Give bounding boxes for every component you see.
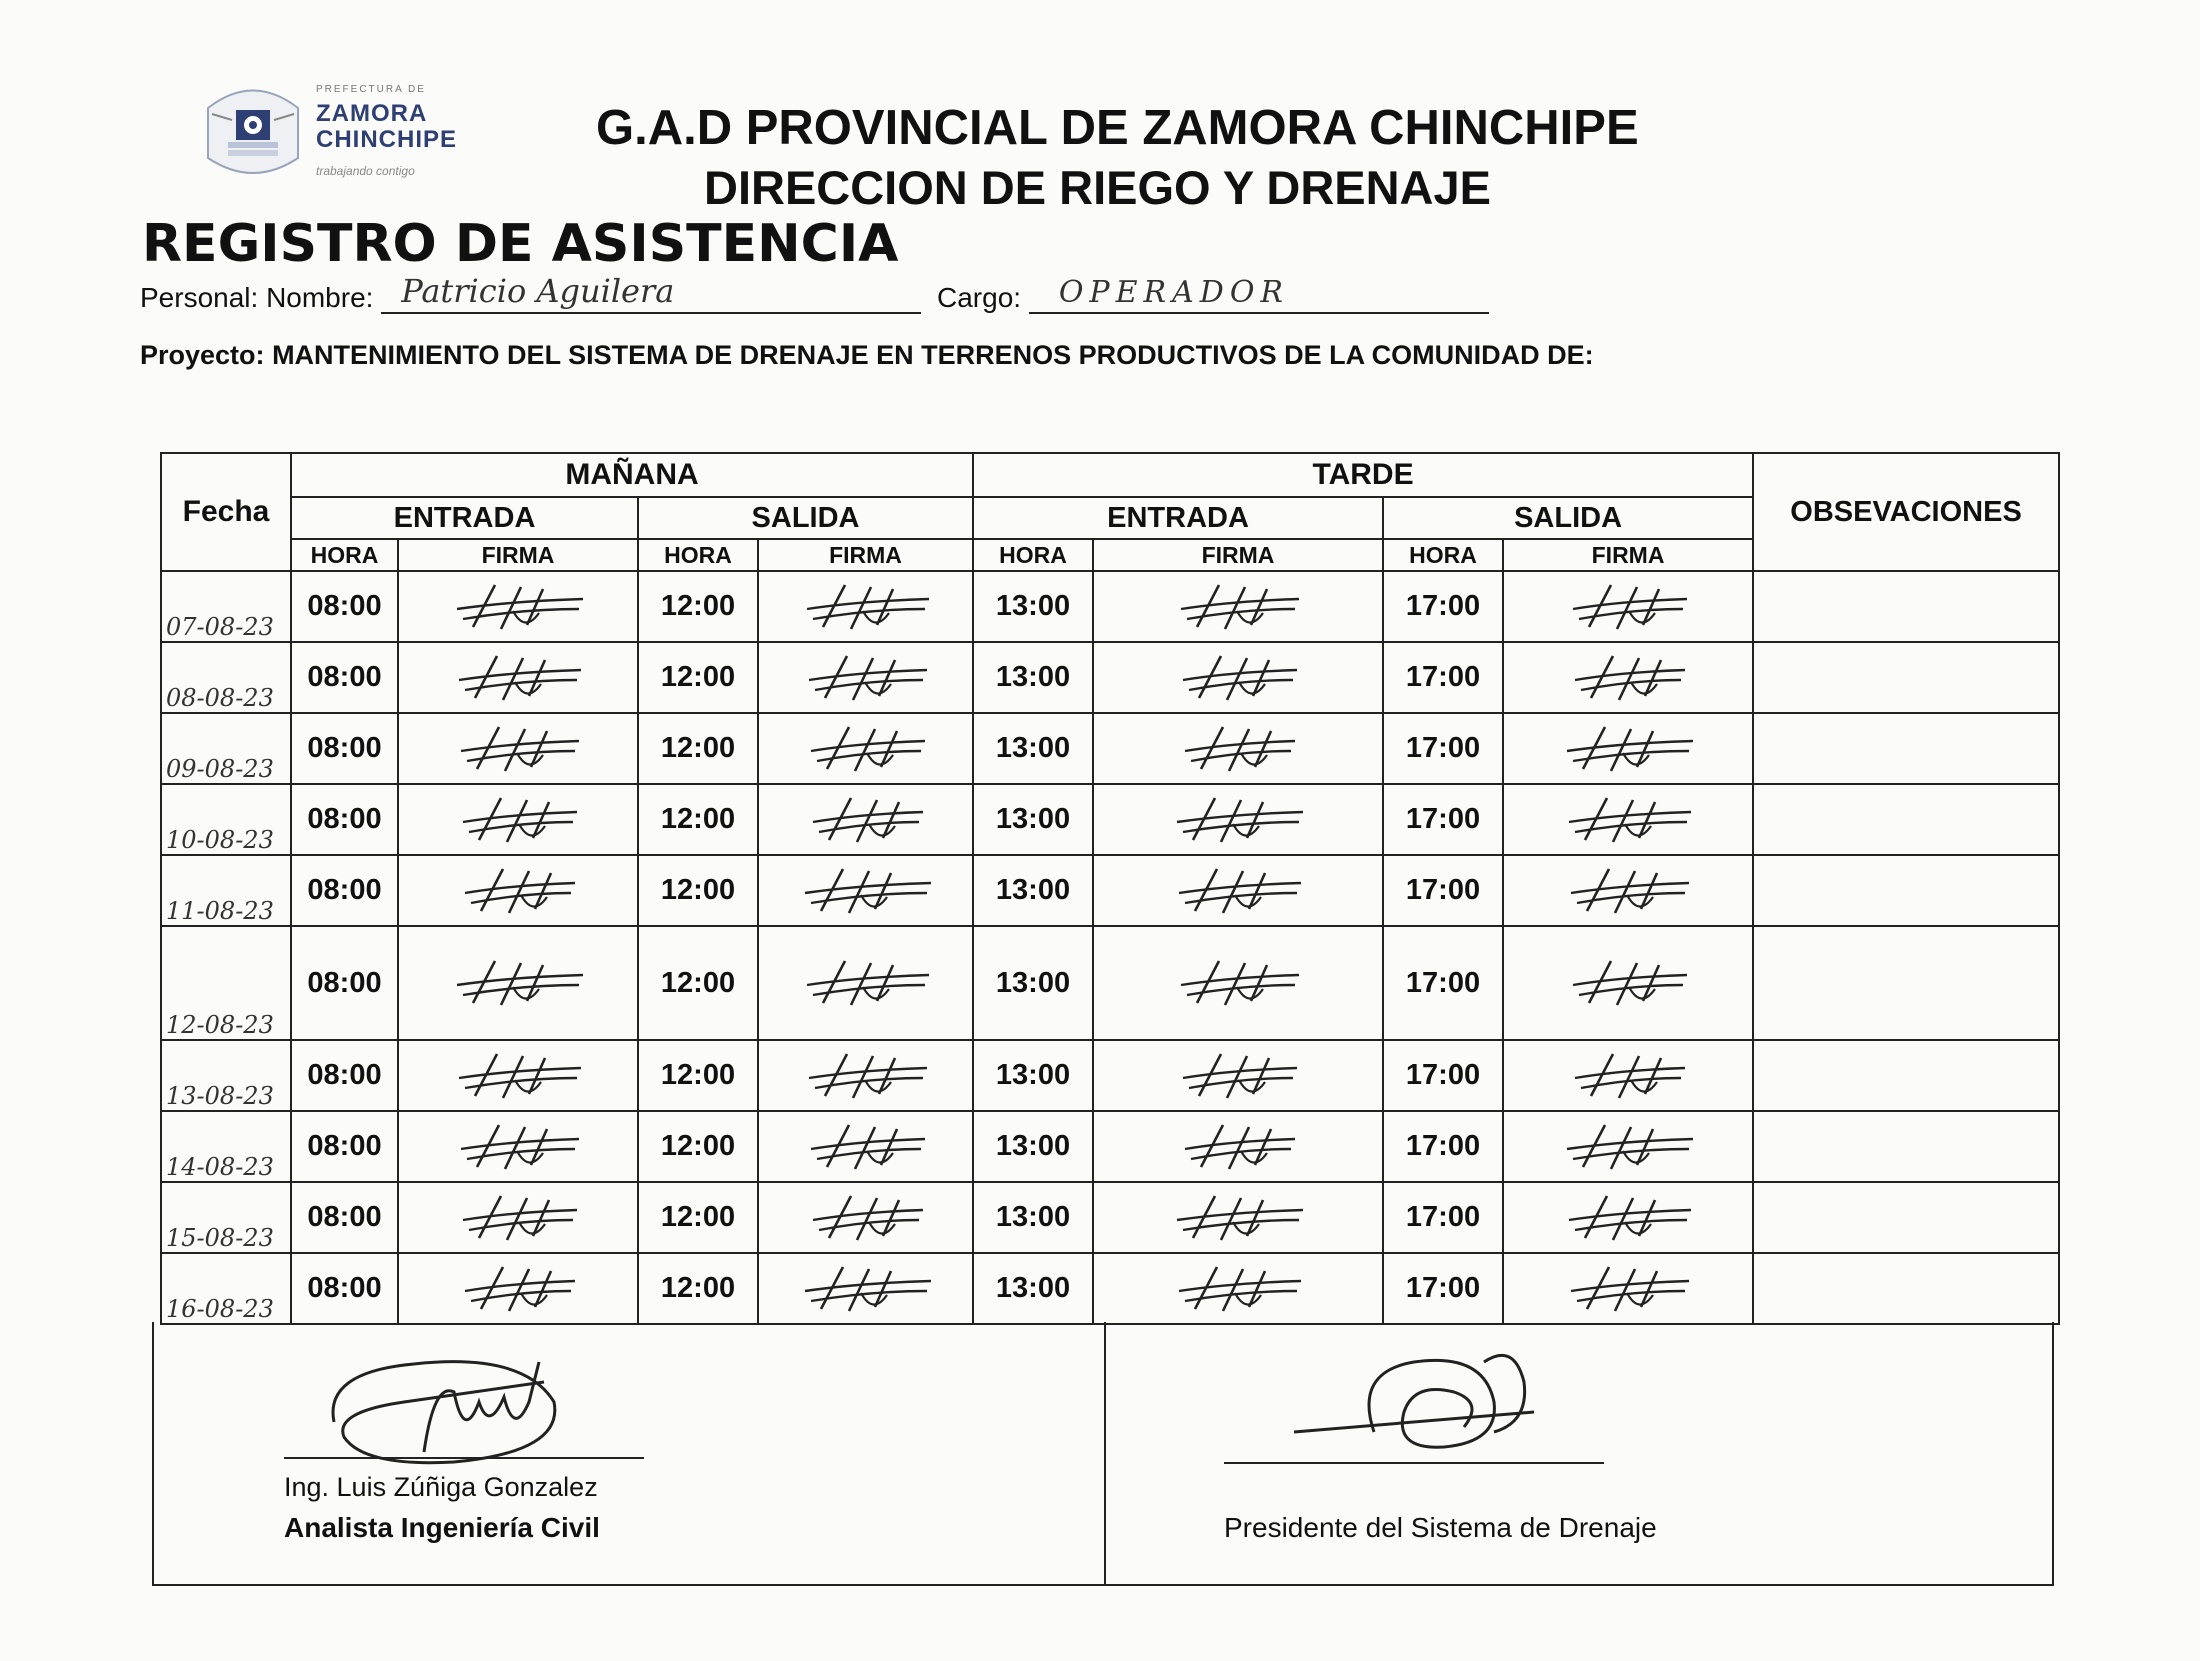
- proyecto-text: MANTENIMIENTO DEL SISTEMA DE DRENAJE EN TERRENOS PRODUCTIVOS DE LA COMUNIDAD DE:: [272, 340, 1594, 370]
- manana-entrada-firma[interactable]: [398, 571, 638, 642]
- signature-icon: [1553, 1119, 1703, 1175]
- tarde-entrada-firma[interactable]: [1093, 1182, 1383, 1253]
- manana-entrada-hora[interactable]: 08:00: [291, 1040, 398, 1111]
- signature-icon: [791, 792, 941, 848]
- manana-entrada-firma[interactable]: [398, 1040, 638, 1111]
- header-firma: FIRMA: [1503, 539, 1753, 571]
- manana-salida-hora[interactable]: 12:00: [638, 784, 758, 855]
- tarde-salida-hora[interactable]: 17:00: [1383, 642, 1503, 713]
- signature-icon: [443, 1190, 593, 1246]
- header-firma: FIRMA: [398, 539, 638, 571]
- tarde-salida-firma[interactable]: [1503, 926, 1753, 1040]
- signature-icon: [1553, 1048, 1703, 1104]
- signature-icon: [1553, 579, 1703, 635]
- table-row: [161, 855, 2059, 926]
- president-role: Presidente del Sistema de Drenaje: [1224, 1512, 1657, 1543]
- signature-icon: [791, 650, 941, 706]
- table-row: [161, 1040, 2059, 1111]
- table-row: [161, 784, 2059, 855]
- signature-icon: [443, 1119, 593, 1175]
- logo: [198, 78, 498, 188]
- signature-icon: [1163, 955, 1313, 1011]
- attendance-table: [160, 452, 2058, 1322]
- manana-entrada-firma[interactable]: [398, 926, 638, 1040]
- header-manana: MAÑANA: [291, 453, 973, 497]
- header-manana-entrada: ENTRADA: [291, 497, 638, 539]
- manana-salida-hora[interactable]: 12:00: [638, 571, 758, 642]
- name-value: Patricio Aguilera: [401, 272, 675, 310]
- prefecture-logo-icon: [198, 78, 308, 188]
- manana-entrada-firma[interactable]: [398, 784, 638, 855]
- header-hora: HORA: [291, 539, 398, 571]
- cargo-label: Cargo:: [937, 282, 1022, 313]
- manana-salida-hora[interactable]: 12:00: [638, 642, 758, 713]
- manana-salida-firma[interactable]: [758, 1040, 973, 1111]
- manana-entrada-hora[interactable]: 08:00: [291, 1111, 398, 1182]
- signature-divider: [1104, 1322, 1106, 1584]
- signature-icon: [443, 792, 593, 848]
- header-observaciones: OBSEVACIONES: [1753, 453, 2059, 571]
- signature-icon: [1553, 792, 1703, 848]
- manana-entrada-firma[interactable]: [398, 1182, 638, 1253]
- observaciones-cell[interactable]: [1753, 1253, 2059, 1324]
- signature-icon: [1553, 650, 1703, 706]
- fecha-cell[interactable]: 12-08-23: [161, 926, 291, 1040]
- logo-line2: CHINCHIPE: [316, 126, 458, 153]
- observaciones-cell[interactable]: [1753, 713, 2059, 784]
- signature-icon: [1163, 1119, 1313, 1175]
- fecha-cell[interactable]: 10-08-23: [161, 784, 291, 855]
- signature-icon: [1553, 863, 1703, 919]
- manana-salida-hora[interactable]: 12:00: [638, 855, 758, 926]
- table-row: [161, 926, 2059, 1040]
- header-hora: HORA: [1383, 539, 1503, 571]
- tarde-salida-firma[interactable]: [1503, 784, 1753, 855]
- analyst-signature-icon: [304, 1342, 604, 1482]
- tarde-entrada-hora[interactable]: 13:00: [973, 1253, 1093, 1324]
- fecha-cell[interactable]: 13-08-23: [161, 1040, 291, 1111]
- manana-salida-hora[interactable]: 12:00: [638, 1040, 758, 1111]
- tarde-entrada-hora[interactable]: 13:00: [973, 642, 1093, 713]
- fecha-cell[interactable]: 16-08-23: [161, 1253, 291, 1324]
- president-signature-line: [1224, 1462, 1604, 1464]
- observaciones-cell[interactable]: [1753, 1040, 2059, 1111]
- manana-salida-firma[interactable]: [758, 571, 973, 642]
- fecha-cell[interactable]: 14-08-23: [161, 1111, 291, 1182]
- manana-salida-hora[interactable]: 12:00: [638, 1253, 758, 1324]
- name-field[interactable]: [381, 272, 921, 314]
- signature-icon: [443, 1048, 593, 1104]
- manana-entrada-hora[interactable]: 08:00: [291, 1182, 398, 1253]
- tarde-entrada-firma[interactable]: [1093, 713, 1383, 784]
- signature-icon: [1163, 721, 1313, 777]
- tarde-salida-firma[interactable]: [1503, 1182, 1753, 1253]
- tarde-salida-hora[interactable]: 17:00: [1383, 784, 1503, 855]
- signature-icon: [1163, 1048, 1313, 1104]
- signature-icon: [1163, 1261, 1313, 1317]
- signature-icon: [791, 1261, 941, 1317]
- signature-icon: [1163, 650, 1313, 706]
- signature-icon: [1163, 792, 1313, 848]
- tarde-entrada-firma[interactable]: [1093, 1253, 1383, 1324]
- tarde-salida-hora[interactable]: 17:00: [1383, 1182, 1503, 1253]
- table-row: [161, 642, 2059, 713]
- signature-icon: [791, 863, 941, 919]
- cargo-value: OPERADOR: [1058, 275, 1289, 310]
- manana-entrada-hora[interactable]: 08:00: [291, 642, 398, 713]
- signature-icon: [1163, 1190, 1313, 1246]
- tarde-salida-hora[interactable]: 17:00: [1383, 1253, 1503, 1324]
- manana-entrada-firma[interactable]: [398, 713, 638, 784]
- tarde-entrada-hora[interactable]: 13:00: [973, 1040, 1093, 1111]
- header-manana-salida: SALIDA: [638, 497, 973, 539]
- signature-icon: [791, 1119, 941, 1175]
- tarde-entrada-firma[interactable]: [1093, 1040, 1383, 1111]
- form-title: REGISTRO DE ASISTENCIA: [142, 214, 899, 274]
- manana-salida-hora[interactable]: 12:00: [638, 1182, 758, 1253]
- tarde-entrada-hora[interactable]: 13:00: [973, 713, 1093, 784]
- manana-entrada-firma[interactable]: [398, 1253, 638, 1324]
- header-firma: FIRMA: [1093, 539, 1383, 571]
- tarde-salida-hora[interactable]: 17:00: [1383, 1111, 1503, 1182]
- institution-title: G.A.D PROVINCIAL DE ZAMORA CHINCHIPE: [596, 101, 1639, 155]
- manana-entrada-hora[interactable]: 08:00: [291, 855, 398, 926]
- tarde-salida-firma[interactable]: [1503, 1111, 1753, 1182]
- signature-icon: [1553, 721, 1703, 777]
- tarde-salida-firma[interactable]: [1503, 1040, 1753, 1111]
- tarde-salida-hora[interactable]: 17:00: [1383, 855, 1503, 926]
- manana-entrada-hora[interactable]: 08:00: [291, 784, 398, 855]
- tarde-salida-hora[interactable]: 17:00: [1383, 926, 1503, 1040]
- tarde-salida-hora[interactable]: 17:00: [1383, 571, 1503, 642]
- header-tarde-salida: SALIDA: [1383, 497, 1753, 539]
- table-row: [161, 1182, 2059, 1253]
- manana-salida-hora[interactable]: 12:00: [638, 713, 758, 784]
- proyecto-line: [140, 340, 1594, 371]
- header-hora: HORA: [638, 539, 758, 571]
- fecha-cell[interactable]: 11-08-23: [161, 855, 291, 926]
- signature-icon: [443, 579, 593, 635]
- table-row: [161, 713, 2059, 784]
- manana-entrada-hora[interactable]: 08:00: [291, 571, 398, 642]
- logo-line1: ZAMORA: [316, 100, 428, 127]
- tarde-entrada-hora[interactable]: 13:00: [973, 1182, 1093, 1253]
- signature-icon: [791, 721, 941, 777]
- header-firma: FIRMA: [758, 539, 973, 571]
- manana-salida-firma[interactable]: [758, 1182, 973, 1253]
- header-tarde: TARDE: [973, 453, 1753, 497]
- department-title: DIRECCION DE RIEGO Y DRENAJE: [704, 161, 1491, 214]
- manana-salida-firma[interactable]: [758, 642, 973, 713]
- tarde-salida-firma[interactable]: [1503, 713, 1753, 784]
- observaciones-cell[interactable]: [1753, 642, 2059, 713]
- analyst-role: Analista Ingeniería Civil: [284, 1512, 600, 1543]
- manana-salida-firma[interactable]: [758, 1111, 973, 1182]
- observaciones-cell[interactable]: [1753, 1111, 2059, 1182]
- tarde-entrada-hora[interactable]: 13:00: [973, 571, 1093, 642]
- manana-salida-firma[interactable]: [758, 855, 973, 926]
- signature-icon: [1163, 863, 1313, 919]
- tarde-salida-firma[interactable]: [1503, 642, 1753, 713]
- manana-entrada-firma[interactable]: [398, 855, 638, 926]
- signature-box: [152, 1322, 2054, 1586]
- signature-icon: [791, 1048, 941, 1104]
- observaciones-cell[interactable]: [1753, 1182, 2059, 1253]
- signature-icon: [791, 579, 941, 635]
- header-tarde-entrada: ENTRADA: [973, 497, 1383, 539]
- tarde-entrada-firma[interactable]: [1093, 926, 1383, 1040]
- tarde-entrada-firma[interactable]: [1093, 571, 1383, 642]
- tarde-entrada-firma[interactable]: [1093, 1111, 1383, 1182]
- signature-icon: [1553, 955, 1703, 1011]
- manana-salida-firma[interactable]: [758, 1253, 973, 1324]
- analyst-name: Ing. Luis Zúñiga Gonzalez: [284, 1472, 598, 1502]
- fecha-cell[interactable]: 07-08-23: [161, 571, 291, 642]
- observaciones-cell[interactable]: [1753, 571, 2059, 642]
- table-row: [161, 571, 2059, 642]
- fecha-cell[interactable]: 09-08-23: [161, 713, 291, 784]
- manana-salida-firma[interactable]: [758, 713, 973, 784]
- tarde-entrada-hora[interactable]: 13:00: [973, 784, 1093, 855]
- tarde-salida-firma[interactable]: [1503, 855, 1753, 926]
- logo-prefix: PREFECTURA DE: [316, 84, 426, 95]
- manana-entrada-hora[interactable]: 08:00: [291, 926, 398, 1040]
- tarde-entrada-firma[interactable]: [1093, 784, 1383, 855]
- manana-salida-hora[interactable]: 12:00: [638, 926, 758, 1040]
- observaciones-cell[interactable]: [1753, 784, 2059, 855]
- fecha-cell[interactable]: 08-08-23: [161, 642, 291, 713]
- tarde-entrada-hora[interactable]: 13:00: [973, 926, 1093, 1040]
- tarde-entrada-firma[interactable]: [1093, 642, 1383, 713]
- president-signature-icon: [1254, 1332, 1594, 1472]
- tarde-salida-hora[interactable]: 17:00: [1383, 1040, 1503, 1111]
- tarde-entrada-hora[interactable]: 13:00: [973, 1111, 1093, 1182]
- name-label: Personal: Nombre:: [140, 282, 374, 313]
- signature-icon: [443, 721, 593, 777]
- proyecto-label: Proyecto:: [140, 340, 265, 370]
- header-hora: HORA: [973, 539, 1093, 571]
- analyst-signature-line: [284, 1457, 644, 1459]
- observaciones-cell[interactable]: [1753, 855, 2059, 926]
- tarde-entrada-hora[interactable]: 13:00: [973, 855, 1093, 926]
- table-row: [161, 1111, 2059, 1182]
- signature-icon: [1553, 1261, 1703, 1317]
- tarde-salida-hora[interactable]: 17:00: [1383, 713, 1503, 784]
- signature-icon: [1553, 1190, 1703, 1246]
- personal-line: [140, 272, 1489, 314]
- manana-salida-firma[interactable]: [758, 784, 973, 855]
- manana-salida-hora[interactable]: 12:00: [638, 1111, 758, 1182]
- table-row: [161, 1253, 2059, 1324]
- manana-entrada-hora[interactable]: 08:00: [291, 713, 398, 784]
- observaciones-cell[interactable]: [1753, 926, 2059, 1040]
- manana-entrada-firma[interactable]: [398, 1111, 638, 1182]
- signature-icon: [443, 955, 593, 1011]
- signature-icon: [1163, 579, 1313, 635]
- signature-icon: [443, 863, 593, 919]
- manana-salida-firma[interactable]: [758, 926, 973, 1040]
- tarde-salida-firma[interactable]: [1503, 571, 1753, 642]
- tarde-salida-firma[interactable]: [1503, 1253, 1753, 1324]
- logo-slogan: trabajando contigo: [316, 164, 415, 178]
- signature-icon: [791, 955, 941, 1011]
- header-fecha: Fecha: [161, 453, 291, 571]
- manana-entrada-firma[interactable]: [398, 642, 638, 713]
- manana-entrada-hora[interactable]: 08:00: [291, 1253, 398, 1324]
- cargo-field[interactable]: [1029, 275, 1489, 314]
- signature-icon: [791, 1190, 941, 1246]
- tarde-entrada-firma[interactable]: [1093, 855, 1383, 926]
- signature-icon: [443, 650, 593, 706]
- fecha-cell[interactable]: 15-08-23: [161, 1182, 291, 1253]
- signature-icon: [443, 1261, 593, 1317]
